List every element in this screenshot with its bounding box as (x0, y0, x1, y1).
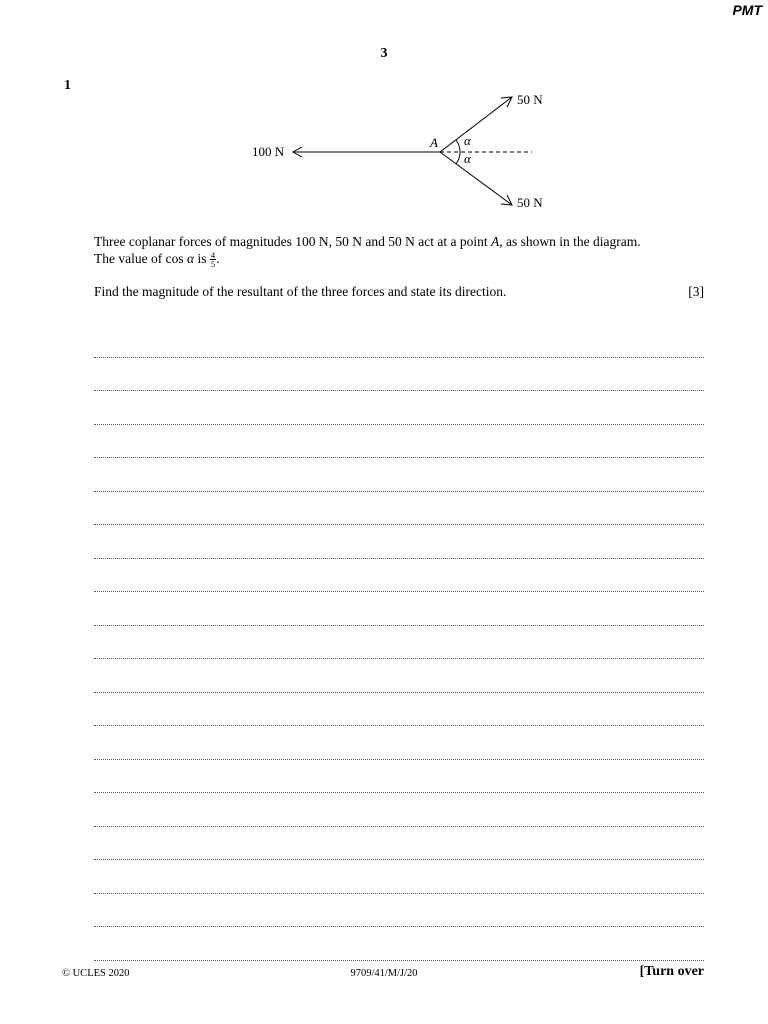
angle-arc-upper (456, 140, 460, 152)
answer-line[interactable] (94, 559, 704, 593)
marks-allocation: [3] (688, 284, 704, 299)
answer-line[interactable] (94, 525, 704, 559)
answer-line[interactable] (94, 324, 704, 358)
label-alpha-lower: α (464, 151, 471, 166)
answer-line[interactable] (94, 458, 704, 492)
answer-line[interactable] (94, 726, 704, 760)
label-alpha-upper: α (464, 133, 471, 148)
answer-line[interactable] (94, 827, 704, 861)
answer-line[interactable] (94, 492, 704, 526)
answer-line[interactable] (94, 391, 704, 425)
label-upper-50n: 50 N (517, 92, 543, 107)
answer-line[interactable] (94, 793, 704, 827)
answer-line[interactable] (94, 760, 704, 794)
answer-line[interactable] (94, 592, 704, 626)
page-number: 3 (380, 46, 388, 61)
label-point-a: A (430, 135, 438, 150)
answer-line[interactable] (94, 358, 704, 392)
question-number: 1 (64, 78, 71, 93)
answer-area[interactable] (94, 324, 704, 961)
label-100n: 100 N (252, 144, 285, 159)
force-lower-line (440, 152, 512, 205)
force-upper-line (440, 97, 512, 152)
copyright-notice: © UCLES 2020 (62, 968, 130, 979)
answer-line[interactable] (94, 927, 704, 961)
answer-line[interactable] (94, 860, 704, 894)
answer-line[interactable] (94, 626, 704, 660)
answer-line[interactable] (94, 693, 704, 727)
answer-line[interactable] (94, 894, 704, 928)
paper-code: 9709/41/M/J/20 (350, 968, 418, 979)
question-instruction: Find the magnitude of the resultant of the three forces and state its direction. (94, 284, 507, 299)
question-text: Three coplanar forces of magnitudes 100 N, 50 N and 50 N act at a point A, as shown in the diagram. The value of cos α is $\frac{4}{5}$ . (94, 234, 641, 270)
angle-arc-lower (456, 152, 460, 164)
answer-line[interactable] (94, 659, 704, 693)
force-diagram (240, 80, 560, 220)
watermark: PMT (732, 2, 762, 18)
answer-line[interactable] (94, 425, 704, 459)
label-lower-50n: 50 N (517, 195, 543, 210)
fraction-four-fifths: $\frac{4}{5}$ (210, 250, 216, 270)
turn-over-label: [Turn over (639, 964, 704, 979)
